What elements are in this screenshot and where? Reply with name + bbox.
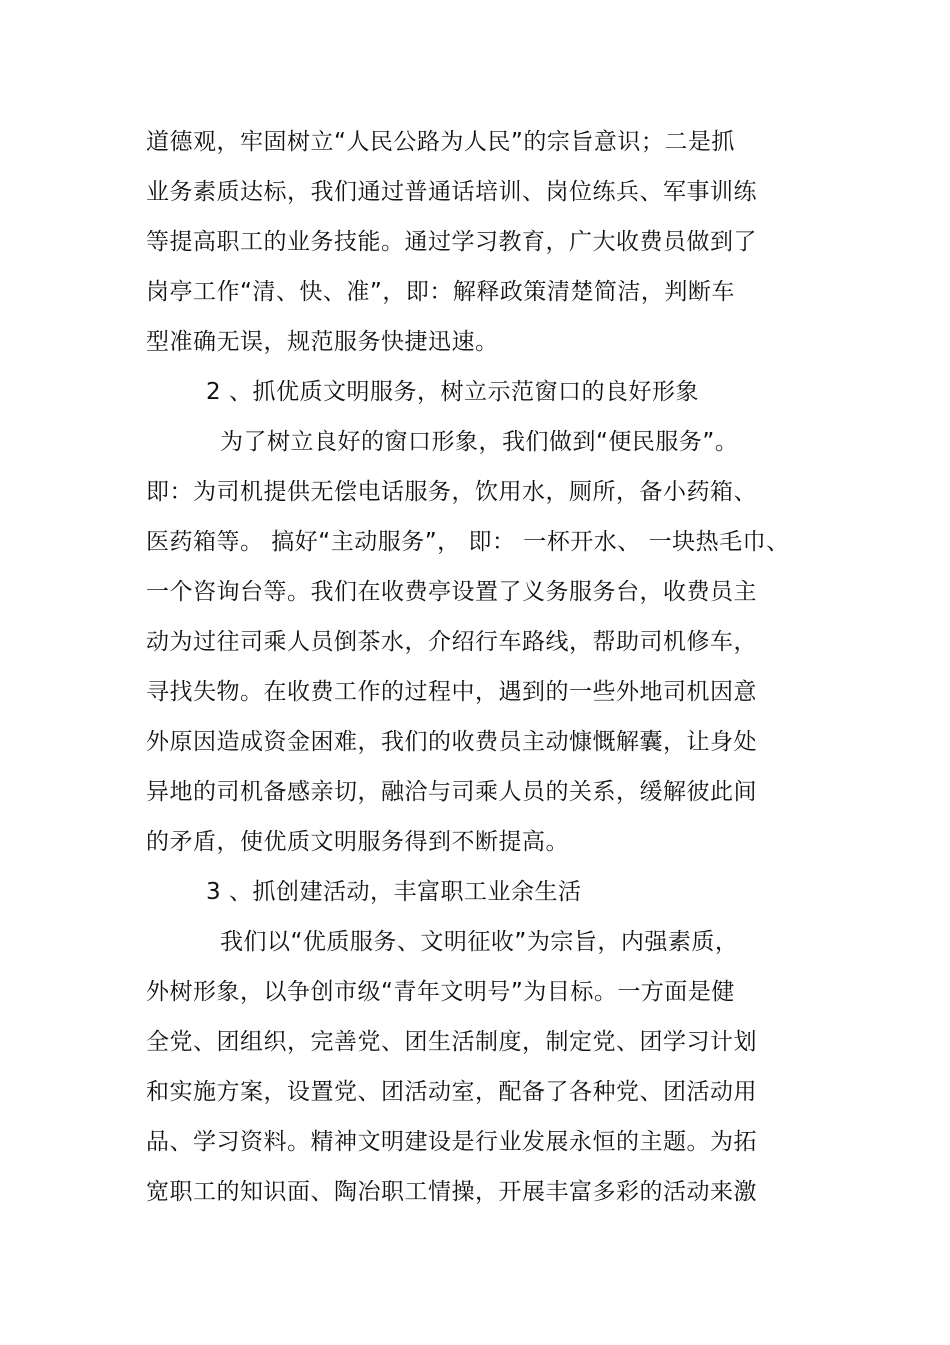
text-line: 品、学习资料。精神文明建设是行业发展永恒的主题。为拓 bbox=[146, 1129, 757, 1155]
text-line: 等提高职工的业务技能。通过学习教育，广大收费员做到了 bbox=[146, 229, 757, 255]
text-line: 为了树立良好的窗口形象，我们做到“便民服务”。 bbox=[220, 429, 739, 455]
text-line: 和实施方案，设置党、团活动室，配备了各种党、团活动用 bbox=[146, 1079, 757, 1105]
text-line: 岗亭工作“清、快、准”，即：解释政策清楚简洁，判断车 bbox=[146, 279, 735, 305]
text-line: 寻找失物。在收费工作的过程中，遇到的一些外地司机因意 bbox=[146, 679, 757, 705]
text-line: 全党、团组织，完善党、团生活制度，制定党、团学习计划 bbox=[146, 1029, 757, 1055]
text-line: 型准确无误，规范服务快捷迅速。 bbox=[146, 329, 499, 355]
text-line: 宽职工的知识面、陶冶职工情操，开展丰富多彩的活动来激 bbox=[146, 1179, 757, 1205]
text-line: 外树形象，以争创市级“青年文明号”为目标。一方面是健 bbox=[146, 979, 735, 1005]
text-line: 一个咨询台等。我们在收费亭设置了义务服务台，收费员主 bbox=[146, 579, 757, 605]
text-line: 即：为司机提供无偿电话服务，饮用水，厕所，备小药箱、 bbox=[146, 479, 757, 505]
section-heading: 3 、抓创建活动，丰富职工业余生活 bbox=[206, 879, 582, 905]
text-line: 外原因造成资金困难，我们的收费员主动慷慨解囊，让身处 bbox=[146, 729, 757, 755]
text-line: 异地的司机备感亲切，融洽与司乘人员的关系，缓解彼此间 bbox=[146, 779, 757, 805]
text-line: 的矛盾，使优质文明服务得到不断提高。 bbox=[146, 829, 569, 855]
text-line: 动为过往司乘人员倒茶水，介绍行车路线，帮助司机修车， bbox=[146, 629, 757, 655]
section-heading: 2 、抓优质文明服务，树立示范窗口的良好形象 bbox=[206, 379, 699, 405]
text-line: 道德观，牢固树立“人民公路为人民”的宗旨意识；二是抓 bbox=[146, 129, 735, 155]
text-line: 业务素质达标，我们通过普通话培训、岗位练兵、军事训练 bbox=[146, 179, 757, 205]
text-line: 我们以“优质服务、文明征收”为宗旨，内强素质， bbox=[220, 929, 739, 955]
text-line: 医药箱等。 搞好“主动服务”， 即： 一杯开水、 一块热毛巾、 bbox=[146, 529, 790, 555]
